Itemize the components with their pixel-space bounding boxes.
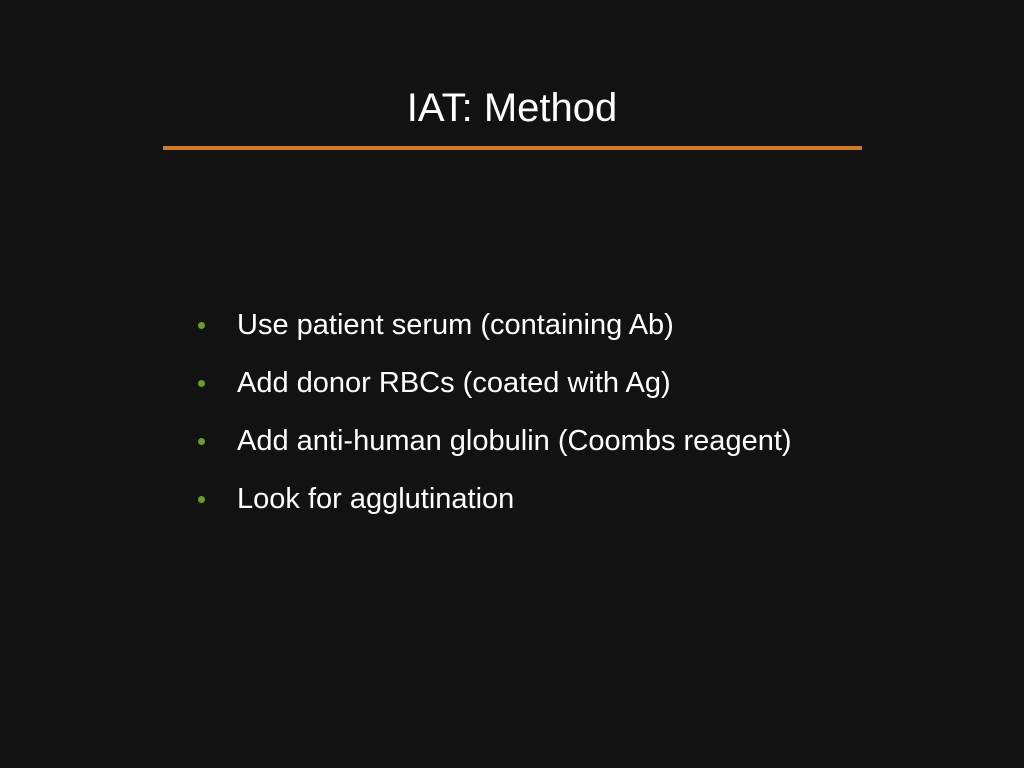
bullet-dot-icon (198, 380, 205, 387)
title-underline (163, 146, 862, 150)
bullet-dot-icon (198, 438, 205, 445)
bullet-text: Add donor RBCs (coated with Ag) (237, 366, 671, 399)
bullet-item (198, 470, 792, 528)
bullet-text: Use patient serum (containing Ab) (237, 308, 674, 341)
bullet-text: Look for agglutination (237, 482, 515, 515)
bullet-item (198, 412, 792, 470)
bullet-list (198, 296, 792, 528)
bullet-item (198, 296, 792, 354)
bullet-text: Add anti-human globulin (Coombs reagent) (237, 424, 792, 457)
bullet-dot-icon (198, 322, 205, 329)
slide-title: IAT: Method (406, 86, 618, 130)
bullet-dot-icon (198, 496, 205, 503)
bullet-item (198, 354, 792, 412)
